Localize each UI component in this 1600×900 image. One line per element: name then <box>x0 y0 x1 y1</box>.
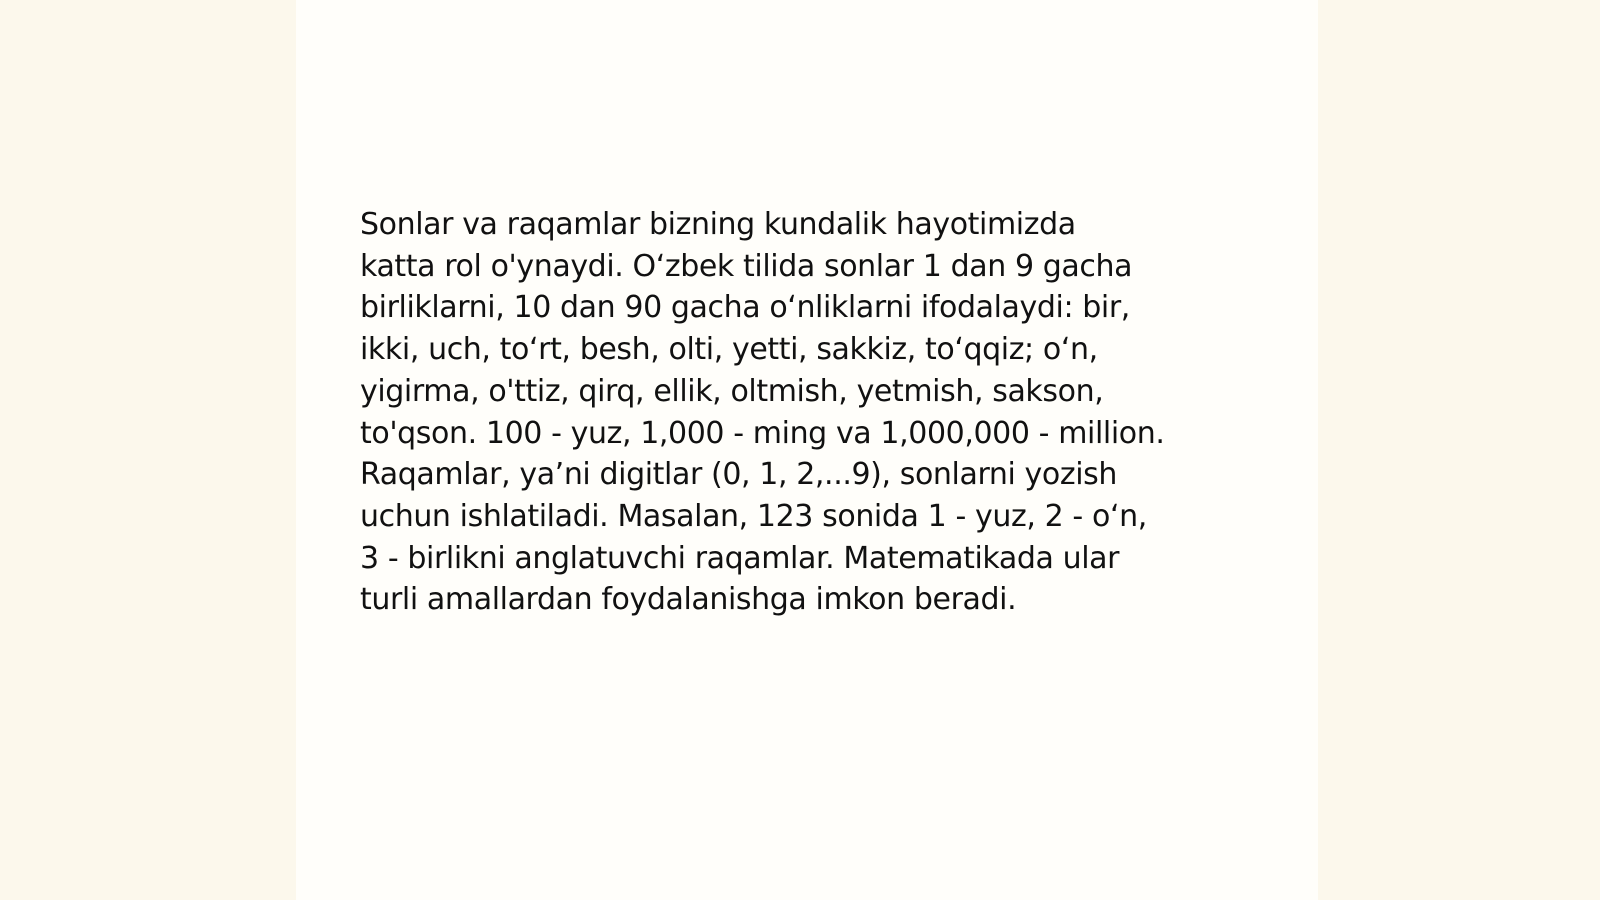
text-line: yigirma, o'ttiz, qirq, ellik, oltmish, yetmish, sakson, <box>360 373 1104 409</box>
text-line: birliklarni, 10 dan 90 gacha o‘nliklarni ifodalaydi: bir, <box>360 290 1130 326</box>
text-line: Sonlar va raqamlar bizning kundalik hayotimizda <box>360 207 1076 242</box>
slide-body-text <box>360 204 1240 621</box>
text-line: katta rol o'ynaydi. O‘zbek tilida sonlar 1 dan 9 gacha <box>360 248 1133 284</box>
text-line: turli amallardan foydalanishga imkon beradi. <box>360 582 1017 618</box>
text-line: ikki, uch, to‘rt, besh, olti, yetti, sakkiz, to‘qqiz; o‘n, <box>360 332 1098 368</box>
text-line: Raqamlar, ya’ni digitlar (0, 1, 2,...9), sonlarni yozish <box>360 457 1117 493</box>
slide <box>296 0 1318 900</box>
text-line: uchun ishlatiladi. Masalan, 123 sonida 1 - yuz, 2 - o‘n, <box>360 498 1147 534</box>
text-line: 3 - birlikni anglatuvchi raqamlar. Matematikada ular <box>360 540 1120 576</box>
text-line: to'qson. 100 - yuz, 1,000 - ming va 1,000,000 - million. <box>360 415 1165 451</box>
